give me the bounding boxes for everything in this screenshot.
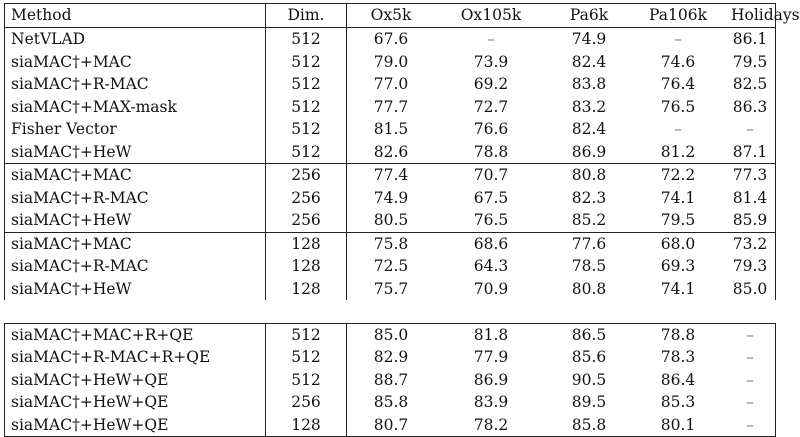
cell-holidays: – [725, 369, 776, 392]
cell-ox5k: 85.0 [347, 323, 436, 346]
cell-dim: 256 [266, 209, 347, 232]
cell-holidays: – [725, 323, 776, 346]
cell-holidays: 73.2 [725, 232, 776, 255]
cell-holidays: – [725, 118, 776, 141]
cell-ox5k: 81.5 [373, 120, 409, 138]
cell-ox105k: 67.5 [473, 188, 509, 207]
table-row [5, 141, 776, 164]
cell-holidays: 79.5 [725, 51, 776, 74]
cell-pa6k: 89.5 [571, 393, 607, 411]
cell-pa6k: 83.8 [571, 75, 607, 93]
cell-ox105k: 70.7 [435, 164, 547, 187]
cell-pa6k: 86.5 [547, 323, 631, 346]
cell-dim: 256 [266, 187, 347, 210]
cell-holidays: 85.9 [725, 209, 776, 232]
cell-dim: 512 [266, 346, 347, 369]
header-ox105k: Ox105k [435, 4, 547, 28]
cell-dim: 256 [266, 391, 347, 414]
cell-pa106k: – [674, 30, 682, 48]
table-row [5, 391, 776, 414]
table-row [5, 164, 776, 187]
cell-dim: 256 [266, 164, 347, 187]
cell-pa106k: 79.5 [660, 211, 696, 229]
cell-ox5k: 77.0 [373, 75, 409, 93]
table-row [5, 255, 776, 278]
cell-method: siaMAC†+HeW+QE [5, 369, 266, 392]
cell-pa106k: 74.1 [660, 188, 696, 207]
cell-ox105k: 73.9 [473, 52, 509, 71]
cell-pa6k: 82.3 [571, 188, 607, 207]
cell-pa106k: 78.8 [631, 323, 725, 346]
table-row [5, 28, 776, 51]
cell-method: siaMAC†+HeW+QE [5, 414, 266, 437]
cell-dim: 512 [266, 51, 347, 74]
table-row [5, 209, 776, 232]
cell-ox105k: 78.8 [473, 142, 509, 161]
cell-ox5k: 74.9 [373, 188, 409, 207]
cell-dim: 512 [266, 118, 347, 141]
header-row [5, 4, 776, 28]
cell-pa106k: 74.1 [660, 279, 696, 298]
cell-ox105k: 70.9 [473, 279, 509, 298]
table-row [5, 346, 776, 369]
cell-pa106k: – [674, 120, 682, 138]
gap-cell [547, 300, 631, 323]
cell-pa106k: 85.3 [660, 393, 696, 411]
header-pa6k: Pa6k [547, 4, 631, 28]
cell-ox5k: 75.7 [373, 279, 409, 298]
table-row [5, 278, 776, 301]
cell-pa6k: 74.9 [571, 30, 607, 48]
gap-cell [5, 300, 266, 323]
gap-cell [725, 300, 776, 323]
cell-ox105k: 76.6 [473, 120, 509, 138]
cell-method: siaMAC†+HeW+QE [5, 391, 266, 414]
table-body [5, 28, 776, 437]
cell-holidays: – [725, 414, 776, 437]
cell-ox105k: – [487, 30, 495, 48]
cell-ox105k: 78.2 [435, 414, 547, 437]
cell-method: siaMAC†+R-MAC+R+QE [5, 346, 266, 369]
cell-ox5k: 77.4 [347, 164, 436, 187]
cell-pa6k: 77.6 [547, 232, 631, 255]
cell-holidays: 82.5 [725, 73, 776, 96]
cell-ox105k: 64.3 [473, 257, 509, 275]
gap-cell [347, 300, 436, 323]
cell-pa106k: 78.3 [660, 348, 696, 366]
cell-method: siaMAC†+HeW [5, 141, 266, 164]
cell-method: siaMAC†+HeW [5, 209, 266, 232]
cell-dim: 512 [266, 141, 347, 164]
cell-ox5k: 82.6 [373, 142, 409, 161]
cell-ox5k: 82.9 [373, 348, 409, 366]
table-row [5, 96, 776, 119]
cell-holidays: 79.3 [725, 255, 776, 278]
cell-pa106k: 81.2 [660, 142, 696, 161]
double-rule-gap [5, 300, 776, 323]
cell-pa106k: 80.1 [631, 414, 725, 437]
table-row [5, 232, 776, 255]
cell-ox5k: 80.7 [347, 414, 436, 437]
cell-ox5k: 85.8 [373, 393, 409, 411]
cell-pa106k: 76.4 [660, 75, 696, 93]
cell-method: siaMAC†+MAX-mask [5, 96, 266, 119]
cell-dim: 128 [266, 232, 347, 255]
cell-method: siaMAC†+R-MAC [5, 187, 266, 210]
cell-holidays: 86.1 [725, 28, 776, 51]
cell-dim: 128 [266, 414, 347, 437]
cell-ox105k: 69.2 [473, 75, 509, 93]
cell-pa6k: 85.6 [571, 348, 607, 366]
cell-method: NetVLAD [5, 28, 266, 51]
table-row [5, 118, 776, 141]
cell-pa6k: 82.4 [571, 52, 607, 71]
cell-pa106k: 68.0 [631, 232, 725, 255]
cell-pa106k: 76.5 [660, 97, 696, 116]
cell-ox5k: 79.0 [373, 52, 409, 71]
header-method: Method [5, 4, 266, 28]
cell-ox105k: 83.9 [473, 393, 509, 411]
cell-ox105k: 68.6 [435, 232, 547, 255]
table-row [5, 369, 776, 392]
cell-pa6k: 83.2 [571, 97, 607, 116]
cell-pa6k: 80.8 [547, 164, 631, 187]
header-ox5k: Ox5k [347, 4, 436, 28]
cell-pa6k: 80.8 [571, 279, 607, 298]
cell-ox5k: 77.7 [373, 97, 409, 116]
gap-cell [266, 300, 347, 323]
table-row [5, 73, 776, 96]
cell-ox105k: 76.5 [473, 211, 509, 229]
cell-method: siaMAC†+MAC+R+QE [5, 323, 266, 346]
cell-ox5k: 88.7 [373, 370, 409, 389]
cell-method: Fisher Vector [5, 118, 266, 141]
cell-method: siaMAC†+MAC [5, 232, 266, 255]
cell-dim: 128 [266, 255, 347, 278]
cell-holidays: 77.3 [725, 164, 776, 187]
header-holidays: Holidays [725, 4, 776, 28]
cell-pa6k: 78.5 [571, 257, 607, 275]
cell-holidays: 87.1 [725, 141, 776, 164]
cell-holidays: – [725, 391, 776, 414]
cell-ox5k: 72.5 [373, 257, 409, 275]
cell-method: siaMAC†+R-MAC [5, 73, 266, 96]
cell-pa6k: 90.5 [571, 370, 607, 389]
cell-ox5k: 67.6 [373, 30, 409, 48]
cell-pa106k: 69.3 [660, 257, 696, 275]
gap-cell [631, 300, 725, 323]
cell-holidays: 86.3 [725, 96, 776, 119]
cell-pa6k: 82.4 [571, 120, 607, 138]
cell-holidays: 85.0 [725, 278, 776, 301]
cell-pa106k: 86.4 [660, 370, 696, 389]
results-table [4, 3, 800, 437]
cell-dim: 512 [266, 323, 347, 346]
cell-ox105k: 81.8 [435, 323, 547, 346]
cell-dim: 512 [266, 73, 347, 96]
table-row [5, 187, 776, 210]
cell-pa106k: 72.2 [631, 164, 725, 187]
table-row [5, 51, 776, 74]
cell-ox105k: 77.9 [473, 348, 509, 366]
gap-cell [435, 300, 547, 323]
cell-method: siaMAC†+R-MAC [5, 255, 266, 278]
table-row [5, 323, 776, 346]
cell-dim: 128 [266, 278, 347, 301]
cell-pa106k: 74.6 [660, 52, 696, 71]
cell-pa6k: 85.8 [547, 414, 631, 437]
cell-method: siaMAC†+HeW [5, 278, 266, 301]
cell-ox5k: 80.5 [373, 211, 409, 229]
cell-pa6k: 85.2 [571, 211, 607, 229]
cell-method: siaMAC†+MAC [5, 51, 266, 74]
cell-dim: 512 [266, 369, 347, 392]
cell-method: siaMAC†+MAC [5, 164, 266, 187]
table-row [5, 414, 776, 437]
cell-dim: 512 [266, 28, 347, 51]
cell-ox105k: 72.7 [473, 97, 509, 116]
cell-dim: 512 [266, 96, 347, 119]
cell-ox5k: 75.8 [347, 232, 436, 255]
cell-ox105k: 86.9 [473, 370, 509, 389]
header-dim: Dim. [266, 4, 347, 28]
cell-holidays: 81.4 [725, 187, 776, 210]
cell-pa6k: 86.9 [571, 142, 607, 161]
header-pa106k: Pa106k [631, 4, 725, 28]
cell-holidays: – [725, 346, 776, 369]
